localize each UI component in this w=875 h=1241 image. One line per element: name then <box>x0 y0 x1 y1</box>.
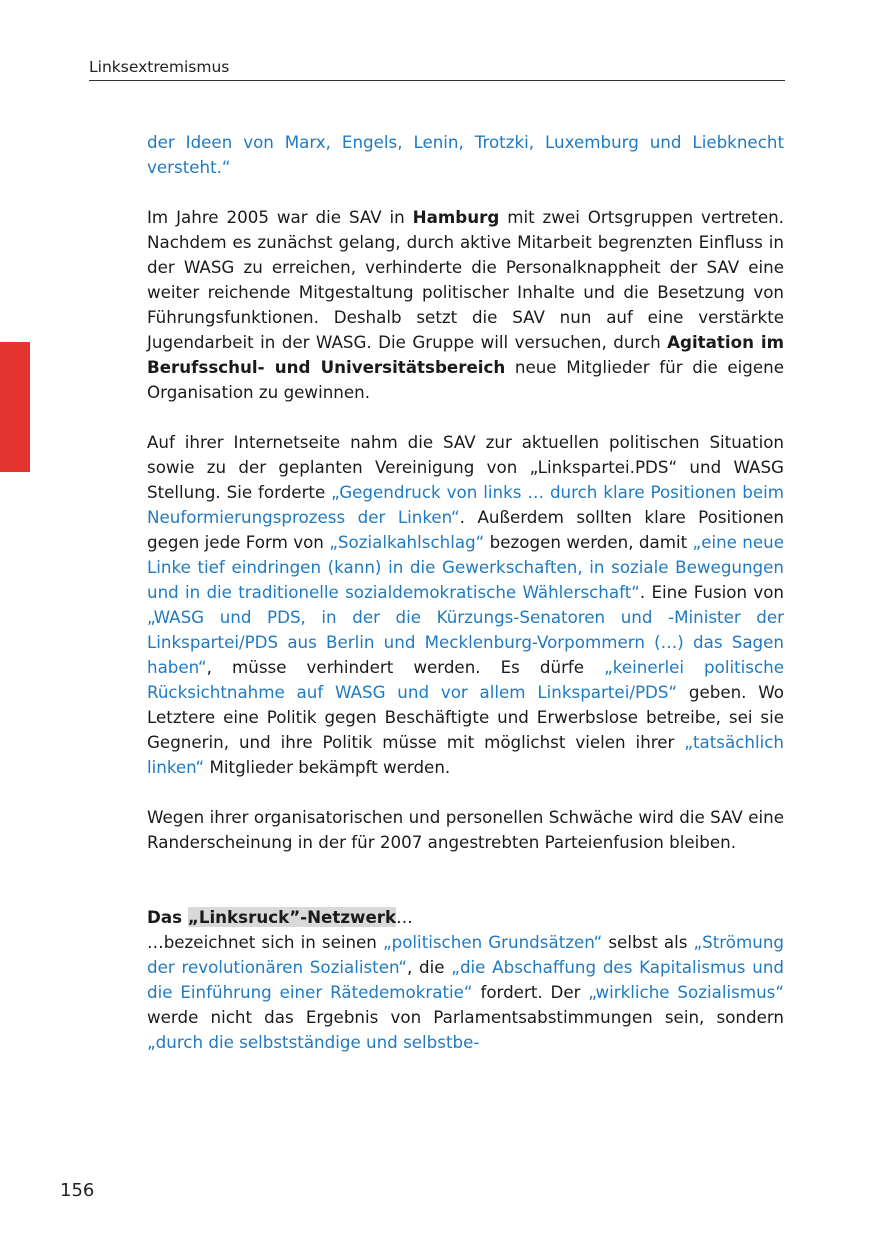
quote-text: „wirkliche Sozialismus“ <box>588 982 784 1002</box>
quote-continuation <box>147 130 784 180</box>
quote-text: „eine neue Linke tief eindringen (kann) in die Gewerkschaften, in soziale Bewegungen und in die traditionelle sozialdemokratische Wählerschaft“ <box>147 532 784 602</box>
quote-text: „politischen Grundsätzen“ <box>382 932 603 952</box>
section-linksruck: Das „Linksruck”-Netzwerk… …bezeichnet sich in seinen „politischen Grundsätzen“ selbst als „Strömung der revolutionären Sozialisten“, die „die Abschaffung des Kapitalismus und die Einführung einer Rätedemokratie“ fordert. Der „wirkliche Sozialismus“ werde nicht das Ergebnis von Parlamentsabstimmungen sein, sondern „durch die selbstständige und selbstbe- <box>147 907 784 1052</box>
quote-text: „Strömung der revolutionären Sozialisten“ <box>147 932 784 977</box>
emphasis-hamburg: Hamburg <box>412 207 500 227</box>
paragraph-sav-weakness: Wegen ihrer organisatorischen und personellen Schwäche wird die SAV eine Randerscheinung in der für 2007 angestrebten Parteienfusion bleiben. <box>147 807 784 852</box>
paragraph-sav-hamburg: Im Jahre 2005 war die SAV in Hamburg mit zwei Ortsgruppen vertreten. Nachdem es zunächst gelang, durch aktive Mitarbeit begrenzten Einfluss in der WASG zu erreichen, verhinderte die Personalknappheit der SAV eine weiter reichende Mitgestaltung politischer Inhalte und die Besetzung von Führungsfunktionen. Deshalb setzt die SAV nun auf eine verstärkte Jugendarbeit in der WASG. Die Gruppe will versuchen, durch Agitation im Berufsschul- und Universitätsbereich neue Mitglieder für die eigene Organisation zu gewinnen. <box>147 207 785 402</box>
quote-text: der Ideen von Marx, Engels, Lenin, Trotzki, Luxemburg und Liebknecht versteht.“ <box>147 132 784 177</box>
quote-text: „Sozialkahlschlag“ <box>329 532 485 552</box>
quote-text: „keinerlei politische Rücksichtnahme auf WASG und vor allem Linkspartei/PDS“ <box>147 657 784 702</box>
chapter-marker-bar <box>0 342 30 472</box>
quote-text: „Gegendruck von links … durch klare Positionen beim Neuformierungsprozess der Linken“ <box>147 482 784 527</box>
paragraph-sav-internet: Auf ihrer Internetseite nahm die SAV zur aktuellen politischen Situation sowie zu der geplanten Vereinigung von „Linkspartei.PDS“ und WASG Stellung. Sie forderte „Gegendruck von links … durch klare Positionen beim Neuformierungsprozess der Linken“. Außerdem sollten klare Positionen gegen jede Form von „Sozialkahlschlag“ bezogen werden, damit „eine neue Linke tief eindringen (kann) in die Gewerkschaften, in soziale Bewegungen und in die traditionelle sozialdemokratische Wählerschaft“. Eine Fusion von „WASG und PDS, in der die Kürzungs-Senatoren und -Minister der Linkspartei/PDS aus Berlin und Mecklenburg-Vorpommern (…) das Sagen haben“, müsse verhindert werden. Es dürfe „keinerlei politische Rücksichtnahme auf WASG und vor allem Linkspartei/PDS“ geben. Wo Letztere eine Politik gegen Beschäftigte und Erwerbslose betreibe, sei sie Gegnerin, und ihre Politik müsse mit möglichst vielen ihrer „tatsächlich linken“ Mitglieder bekämpft werden. <box>147 432 784 777</box>
emphasis-agitation: Agitation im Berufsschul- und Universitätsbereich <box>147 332 785 377</box>
section-heading: Das „Linksruck”-Netzwerk <box>147 907 397 927</box>
running-header: Linksextremismus <box>89 58 785 81</box>
quote-text: „die Abschaffung des Kapitalismus und die Einführung einer Rätedemokratie“ <box>147 957 784 1002</box>
quote-text: „WASG und PDS, in der die Kürzungs-Senatoren und -Minister der Linkspartei/PDS aus Berlin und Mecklenburg-Vorpommern (…) das Sagen haben“ <box>147 607 784 677</box>
quote-text: „tatsächlich linken“ <box>147 732 784 777</box>
heading-highlight: „Linksruck”-Netzwerk <box>187 907 397 927</box>
page-number: 156 <box>60 1180 95 1201</box>
page-body <box>147 130 784 1055</box>
quote-text: „durch die selbstständige und selbstbe- <box>147 1032 480 1052</box>
